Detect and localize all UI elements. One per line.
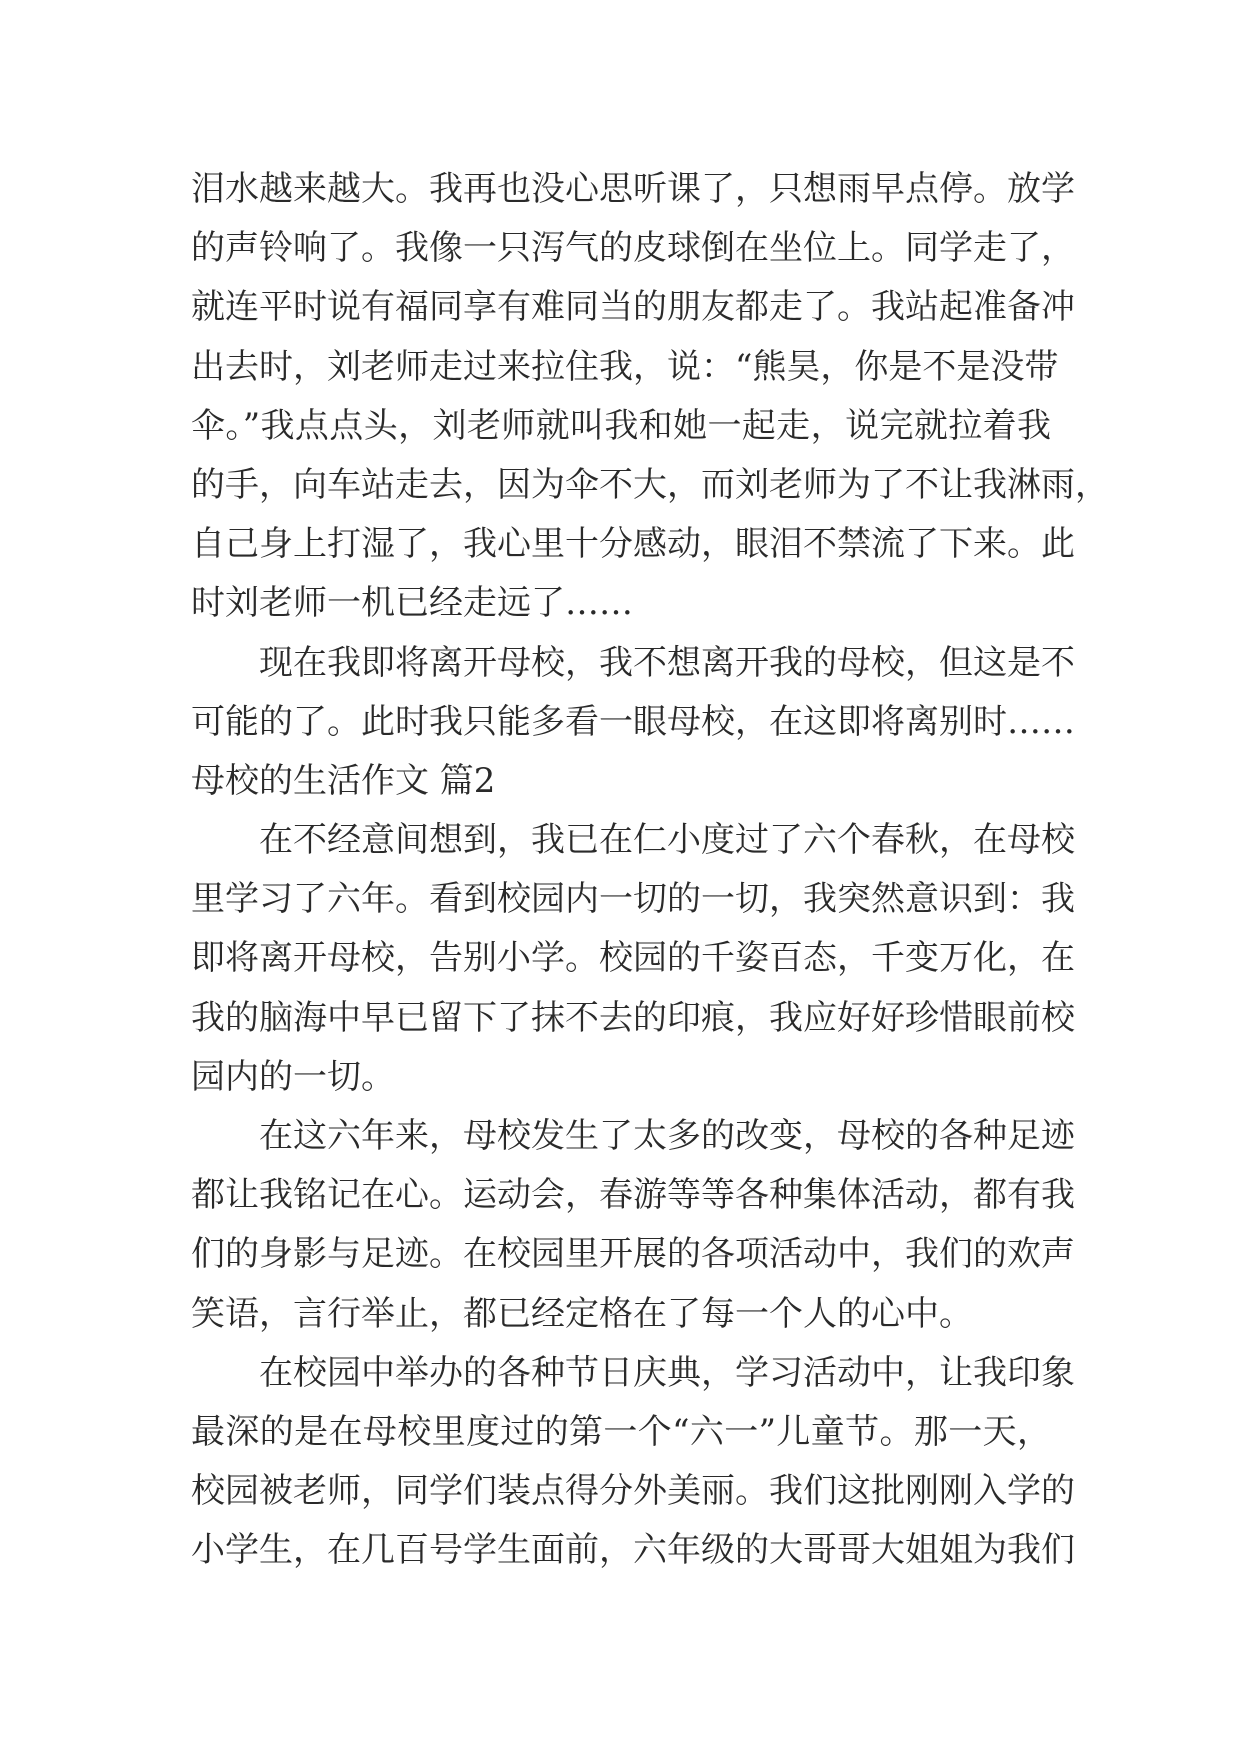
essay-body (191, 160, 1109, 1581)
text-line: 伞。”我点点头，刘老师就叫我和她一起走，说完就拉着我 (191, 405, 1051, 446)
text-line: 都让我铭记在心。运动会，春游等等各种集体活动，都有我 (191, 1175, 1075, 1216)
text-line: 时刘老师一机已经走远了…… (191, 583, 633, 624)
text-line: 我的脑海中早已留下了抹不去的印痕，我应好好珍惜眼前校 (191, 997, 1075, 1038)
text-line: 最深的是在母校里度过的第一个“六一”儿童节。那一天， (191, 1411, 1051, 1452)
text-line: 可能的了。此时我只能多看一眼母校，在这即将离别时…… (191, 701, 1075, 742)
text-line: 泪水越来越大。我再也没心思听课了，只想雨早点停。放学 (191, 169, 1075, 209)
paragraph-first-line: 在不经意间想到，我已在仁小度过了六个春秋，在母校 (259, 820, 1075, 861)
section-heading: 母校的生活作文 篇2 (191, 760, 496, 801)
text-line: 们的身影与足迹。在校园里开展的各项活动中，我们的欢声 (191, 1234, 1075, 1275)
paragraph-first-line: 在校园中举办的各种节日庆典，学习活动中，让我印象 (259, 1352, 1075, 1393)
text-line: 即将离开母校，告别小学。校园的千姿百态，千变万化，在 (191, 938, 1075, 979)
text-line: 小学生，在几百号学生面前，六年级的大哥哥大姐姐为我们 (191, 1530, 1075, 1571)
paragraph-first-line: 现在我即将离开母校，我不想离开我的母校，但这是不 (259, 642, 1075, 683)
text-line: 笑语，言行举止，都已经定格在了每一个人的心中。 (191, 1293, 973, 1334)
text-line: 的手，向车站走去，因为伞不大，而刘老师为了不让我淋雨， (191, 464, 1109, 505)
text-line: 校园被老师，同学们装点得分外美丽。我们这批刚刚入学的 (191, 1471, 1075, 1512)
text-line: 里学习了六年。看到校园内一切的一切，我突然意识到：我 (191, 879, 1075, 920)
text-line: 的声铃响了。我像一只泻气的皮球倒在坐位上。同学走了， (191, 228, 1075, 269)
text-line: 园内的一切。 (191, 1056, 395, 1097)
text-line: 就连平时说有福同享有难同当的朋友都走了。我站起准备冲 (191, 287, 1075, 328)
paragraph-first-line: 在这六年来，母校发生了太多的改变，母校的各种足迹 (259, 1116, 1075, 1156)
text-line: 自己身上打湿了，我心里十分感动，眼泪不禁流了下来。此 (191, 524, 1075, 565)
text-line: 出去时，刘老师走过来拉住我，说：“熊昊，你是不是没带 (191, 346, 1059, 387)
